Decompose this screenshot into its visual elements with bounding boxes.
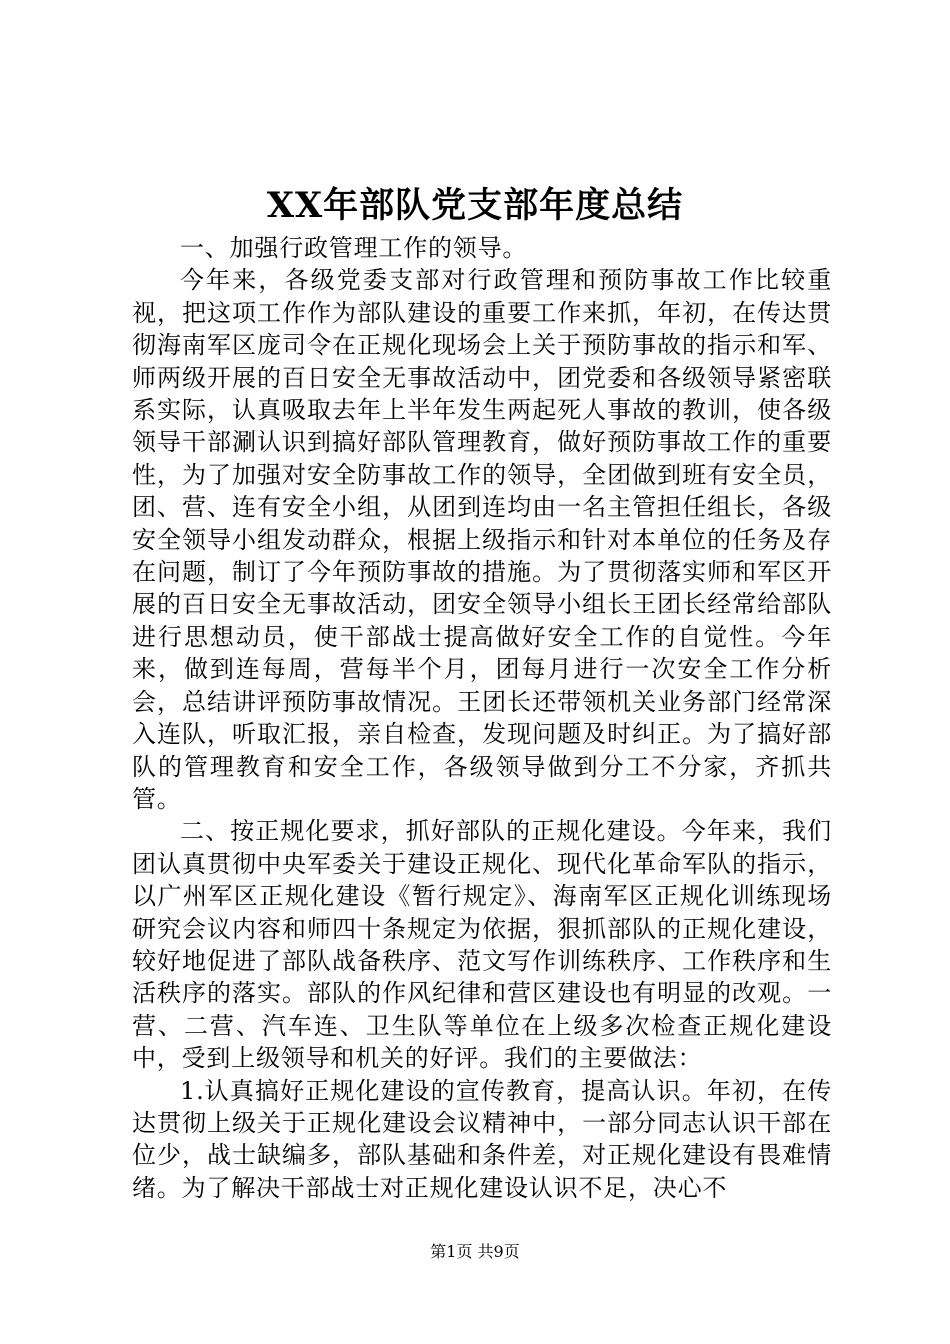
paragraph: 二、按正规化要求，抓好部队的正规化建设。今年来，我们团认真贯彻中央军委关于建设正规化、现代化革命军队的指示，以广州军区正规化建设《暂行规定》、海南军区正规化训练现场研究会议内容和师四十条规定为依据，狠抓部队的正规化建设，较好地促进了部队战备秩序、范文写作训练秩序、工作秩序和生活秩序的落实。部队的作风纪律和营区建设也有明显的改观。一营、二营、汽车连、卫生队等单位在上级多次检查正规化建设中，受到上级领导和机关的好评。我们的主要做法： [132,817,832,1073]
paragraph: 1.认真搞好正规化建设的宣传教育，提高认识。年初，在传达贯彻上级关于正规化建设会议精神中，一部分同志认识干部在位少，战士缺编多，部队基础和条件差，对正规化建设有畏难情绪。为了解决干部战士对正规化建设认识不足，决心不 [132,1076,832,1202]
document-body [132,232,832,1204]
paragraph: 今年来，各级党委支部对行政管理和预防事故工作比较重视，把这项工作作为部队建设的重要工作来抓，年初，在传达贯彻海南军区庞司令在正规化现场会上关于预防事故的指示和军、师两级开展的百日安全无事故活动中，团党委和各级领导紧密联系实际，认真吸取去年上半年发生两起死人事故的教训，使各级领导干部涮认识到搞好部队管理教育，做好预防事故工作的重要性，为了加强对安全防事故工作的领导，全团做到班有安全员，团、营、连有安全小组，从团到连均由一名主管担任组长，各级安全领导小组发动群众，根据上级指示和针对本单位的任务及存在问题，制订了今年预防事故的措施。为了贯彻落实师和军区开展的百日安全无事故活动，团安全领导小组长王团长经常给部队进行思想动员，使干部战士提高做好安全工作的自觉性。今年来，做到连每周，营每半个月，团每月进行一次安全工作分析会，总结讲评预防事故情况。王团长还带领机关业务部门经常深入连队，听取汇报，亲自检查，发现问题及时纠正。为了搞好部队的管理教育和安全工作，各级领导做到分工不分家，齐抓共管。 [132,266,832,813]
page-footer: 第1页 共9页 [430,1242,520,1261]
paragraph: 一、加强行政管理工作的领导。 [180,234,528,262]
document-title: XX年部队党支部年度总结 [266,185,684,226]
